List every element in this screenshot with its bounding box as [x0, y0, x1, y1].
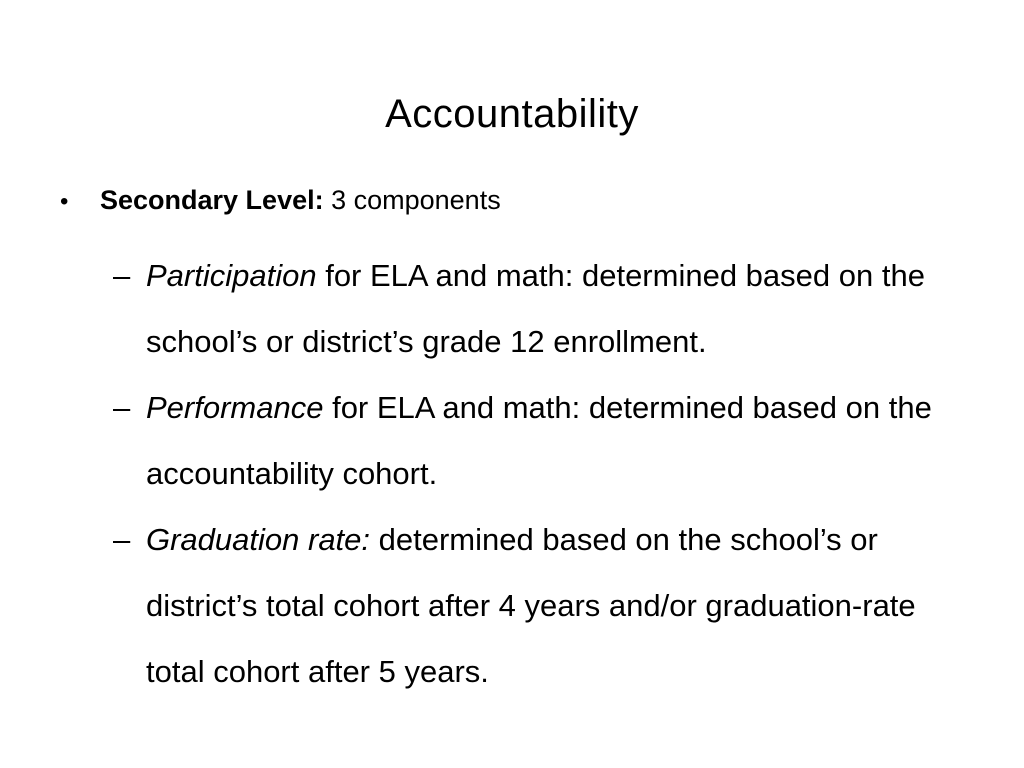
- sub-bullet-participation: [113, 243, 961, 375]
- sub-bullet-text: for ELA and math: determined based on the accountability cohort.: [146, 390, 941, 491]
- bullet-label-bold: Secondary Level:: [100, 185, 324, 215]
- bullet-label-rest: 3 components: [323, 185, 501, 215]
- sub-bullet-lead: Performance: [146, 390, 324, 425]
- dash-marker: –: [113, 390, 131, 425]
- sub-bullet-lead: Participation: [146, 258, 317, 293]
- sub-bullet-lead: Graduation rate:: [146, 522, 371, 557]
- slide-title: Accountability: [385, 92, 639, 136]
- dash-marker: –: [113, 258, 131, 293]
- sub-bullet-text: for ELA and math: determined based on the school’s or district’s grade 12 enrollment.: [146, 258, 934, 359]
- sub-bullet-list: [113, 243, 961, 705]
- slide-body: [0, 183, 1024, 705]
- dash-marker: –: [113, 522, 131, 557]
- bullet-item: [60, 183, 1024, 219]
- bullet-text: [100, 183, 501, 217]
- bullet-dot: •: [60, 188, 69, 215]
- sub-bullet-text: determined based on the school’s or district’s total cohort after 4 years and/or graduation-rate total cohort after 5 years.: [146, 522, 925, 689]
- sub-bullet-performance: [113, 375, 961, 507]
- sub-bullet-graduation-rate: [113, 507, 961, 705]
